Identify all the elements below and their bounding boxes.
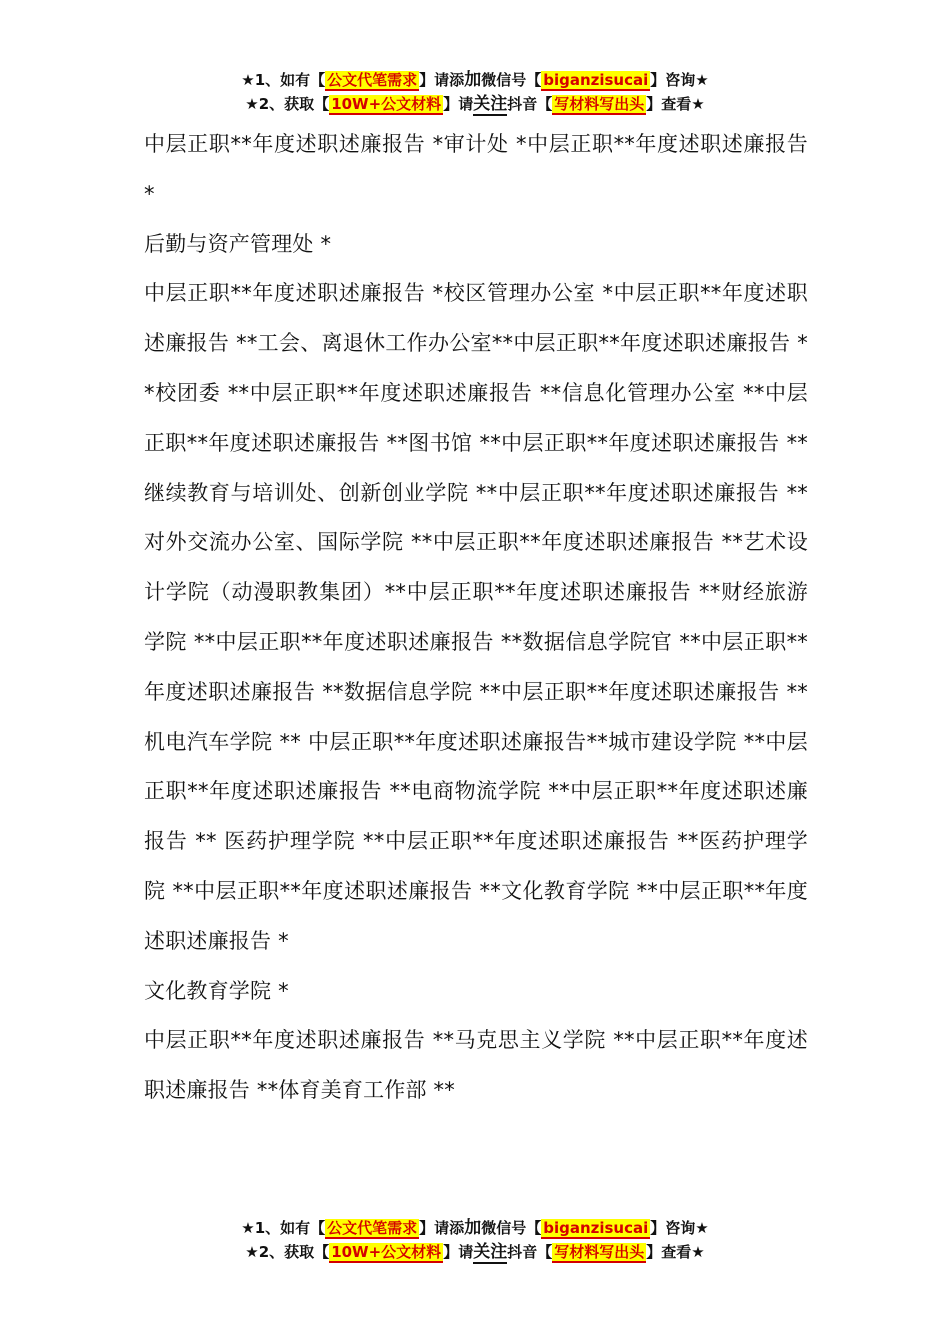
promo-emphasis: 加 <box>464 70 482 90</box>
body-paragraph: 中层正职**年度述职述廉报告 *审计处 *中层正职**年度述职述廉报告 * <box>144 132 808 206</box>
promo-text: 】请 <box>443 95 474 113</box>
promo-highlight: 公文代笔需求 <box>327 1219 418 1237</box>
promo-text: 微信号【 <box>481 1219 542 1237</box>
promo-text: 】咨询★ <box>650 1219 709 1237</box>
promo-line-1 <box>0 68 950 92</box>
body-paragraph: 后勤与资产管理处 * <box>144 231 332 256</box>
promo-line-2 <box>0 92 950 116</box>
promo-highlight: 10W+公文材料 <box>331 95 442 113</box>
promo-text: 】请 <box>443 1243 474 1261</box>
promo-line-1 <box>0 1216 950 1240</box>
promo-emphasis: 加 <box>464 1218 482 1238</box>
body-paragraph: 中层正职**年度述职述廉报告 **马克思主义学院 **中层正职**年度述职述廉报告 **体育美育工作部 ** <box>144 1028 808 1103</box>
body-paragraph: 中层正职**年度述职述廉报告 *校区管理办公室 *中层正职**年度述职述廉报告 **工会、离退休工作办公室**中层正职**年度述职述廉报告 **校团委 **中层正职**年度述职述廉报告 **信息化管理办公室 **中层正职**年度述职述廉报告 **图书馆 **中层正职**年度述职述廉报告 **继续教育与培训处、创新创业学院 **中层正职**年度述职述廉报告 **对外交流办公室、国际学院 **中层正职**年度述职述廉报告 **艺术设计学院（动漫职教集团）**中层正职**年度述职述廉报告 **财经旅游学院 **中层正职**年度述职述廉报告 **数据信息学院官 **中层正职**年度述职述廉报告 **数据信息学院 **中层正职**年度述职述廉报告 **机电汽车学院 ** 中层正职**年度述职述廉报告**城市建设学院 **中层正职**年度述职述廉报告 **电商物流学院 **中层正职**年度述职述廉报告 ** 医药护理学院 **中层正职**年度述职述廉报告 **医药护理学院 **中层正职**年度述职述廉报告 **文化教育学院 **中层正职**年度述职述廉报告 * <box>144 281 808 953</box>
promo-text: 】查看★ <box>646 1243 705 1261</box>
promo-highlight-wechat: biganzisucai <box>543 1219 649 1237</box>
promo-text: 抖音【 <box>507 1243 553 1261</box>
top-promo-banner <box>0 68 950 116</box>
promo-text: ★2、获取【 <box>245 1243 330 1261</box>
promo-line-2 <box>0 1240 950 1264</box>
document-body <box>144 120 808 1116</box>
promo-text: 】请添 <box>419 71 465 89</box>
promo-text: ★2、获取【 <box>245 95 330 113</box>
promo-text: 抖音【 <box>507 95 553 113</box>
promo-emphasis: 关注 <box>473 1242 508 1262</box>
promo-highlight-wechat: biganzisucai <box>543 71 649 89</box>
promo-highlight-douyin: 写材料写出头 <box>554 1243 645 1261</box>
promo-highlight: 10W+公文材料 <box>331 1243 442 1261</box>
bottom-promo-banner <box>0 1216 950 1264</box>
promo-text: 】请添 <box>419 1219 465 1237</box>
promo-text: 】咨询★ <box>650 71 709 89</box>
promo-text: 】查看★ <box>646 95 705 113</box>
body-paragraph: 文化教育学院 * <box>144 978 289 1003</box>
promo-highlight: 公文代笔需求 <box>327 71 418 89</box>
promo-highlight-douyin: 写材料写出头 <box>554 95 645 113</box>
promo-text: ★1、如有【 <box>241 1219 326 1237</box>
promo-emphasis: 关注 <box>473 94 508 114</box>
promo-text: 微信号【 <box>481 71 542 89</box>
promo-text: ★1、如有【 <box>241 71 326 89</box>
